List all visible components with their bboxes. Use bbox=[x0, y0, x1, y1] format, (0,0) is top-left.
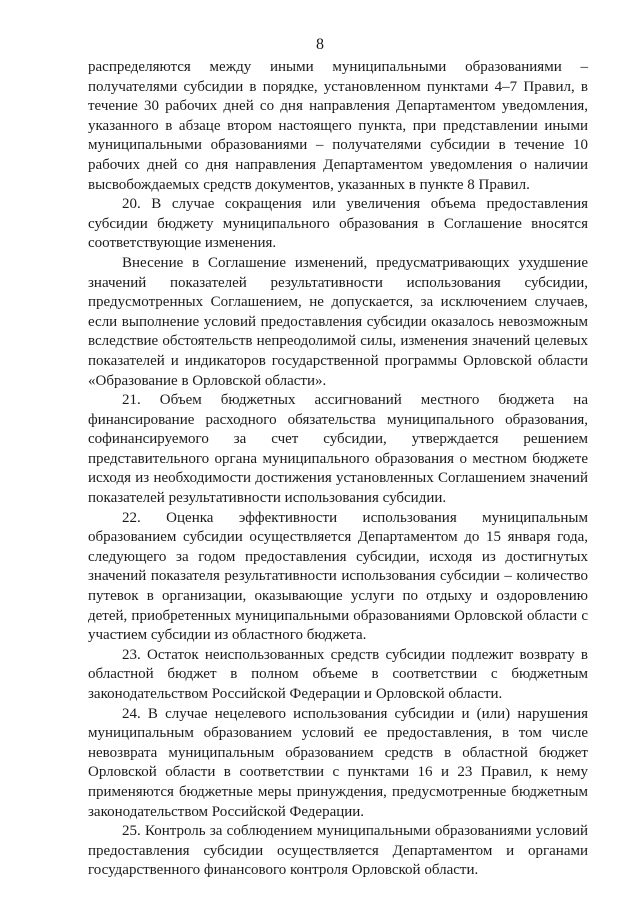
document-body bbox=[88, 58, 588, 881]
paragraph-21: 21. Объем бюджетных ассигнований местного бюджета на финансирование расходного обязательства муниципального образования, софинансируемого за счет субсидии, утверждается решением представительного органа муниципального образования о местном бюджете исходя из необходимости достижения установленных Соглашением значений показателей результативности использования субсидии. bbox=[88, 392, 588, 507]
paragraph-20-amendments: Внесение в Соглашение изменений, предусматривающих ухудшение значений показателей результативности использования субсидии, предусмотренных Соглашением, не допускается, за исключением случаев, если выполнение условий предоставления субсидии оказалось невозможным вследствие обстоятельств непреодолимой силы, изменения значений целевых показателей и индикаторов государственной программы Орловской области «Образование в Орловской области». bbox=[88, 254, 588, 389]
paragraph-19-continuation: распределяются между иными муниципальными образованиями – получателями субсидии в порядке, установленном пунктами 4–7 Правил, в течение 30 рабочих дней со дня направления Департаментом уведомления, указанного в абзаце втором настоящего пункта, при представлении иными муниципальными образованиями – получателями субсидии в течение 10 рабочих дней со дня направления Департаментом уведомления о наличии высвобождаемых средств документов, указанных в пункте 8 Правил. bbox=[88, 59, 588, 193]
paragraph-25: 25. Контроль за соблюдением муниципальными образованиями условий предоставления субсидии осуществляется Департаментом и органами государственного финансового контроля Орловской области. bbox=[88, 823, 588, 879]
paragraph-20: 20. В случае сокращения или увеличения объема предоставления субсидии бюджету муниципального образования в Соглашение вносятся соответствующие изменения. bbox=[88, 196, 588, 252]
page-number: 8 bbox=[316, 36, 324, 53]
paragraph-23: 23. Остаток неиспользованных средств субсидии подлежит возврату в областной бюджет в полном объеме в соответствии с бюджетным законодательством Российской Федерации и Орловской области. bbox=[88, 646, 588, 702]
paragraph-22: 22. Оценка эффективности использования муниципальным образованием субсидии осуществляется Департаментом до 15 января года, следующего за годом предоставления субсидии, исходя из достигнутых значений показателя результативности использования субсидии – количество путевок в организации, оказывающие услуги по отдыху и оздоровлению детей, приобретенных муниципальными образованиями Орловской области с участием субсидии из областного бюджета. bbox=[88, 509, 588, 644]
paragraph-24: 24. В случае нецелевого использования субсидии и (или) нарушения муниципальным образованием условий ее предоставления, в том числе невозврата муниципальным образованием средств в областной бюджет Орловской области в соответствии с пунктами 16 и 23 Правил, к нему применяются бюджетные меры принуждения, предусмотренные бюджетным законодательством Российской Федерации. bbox=[88, 705, 588, 820]
